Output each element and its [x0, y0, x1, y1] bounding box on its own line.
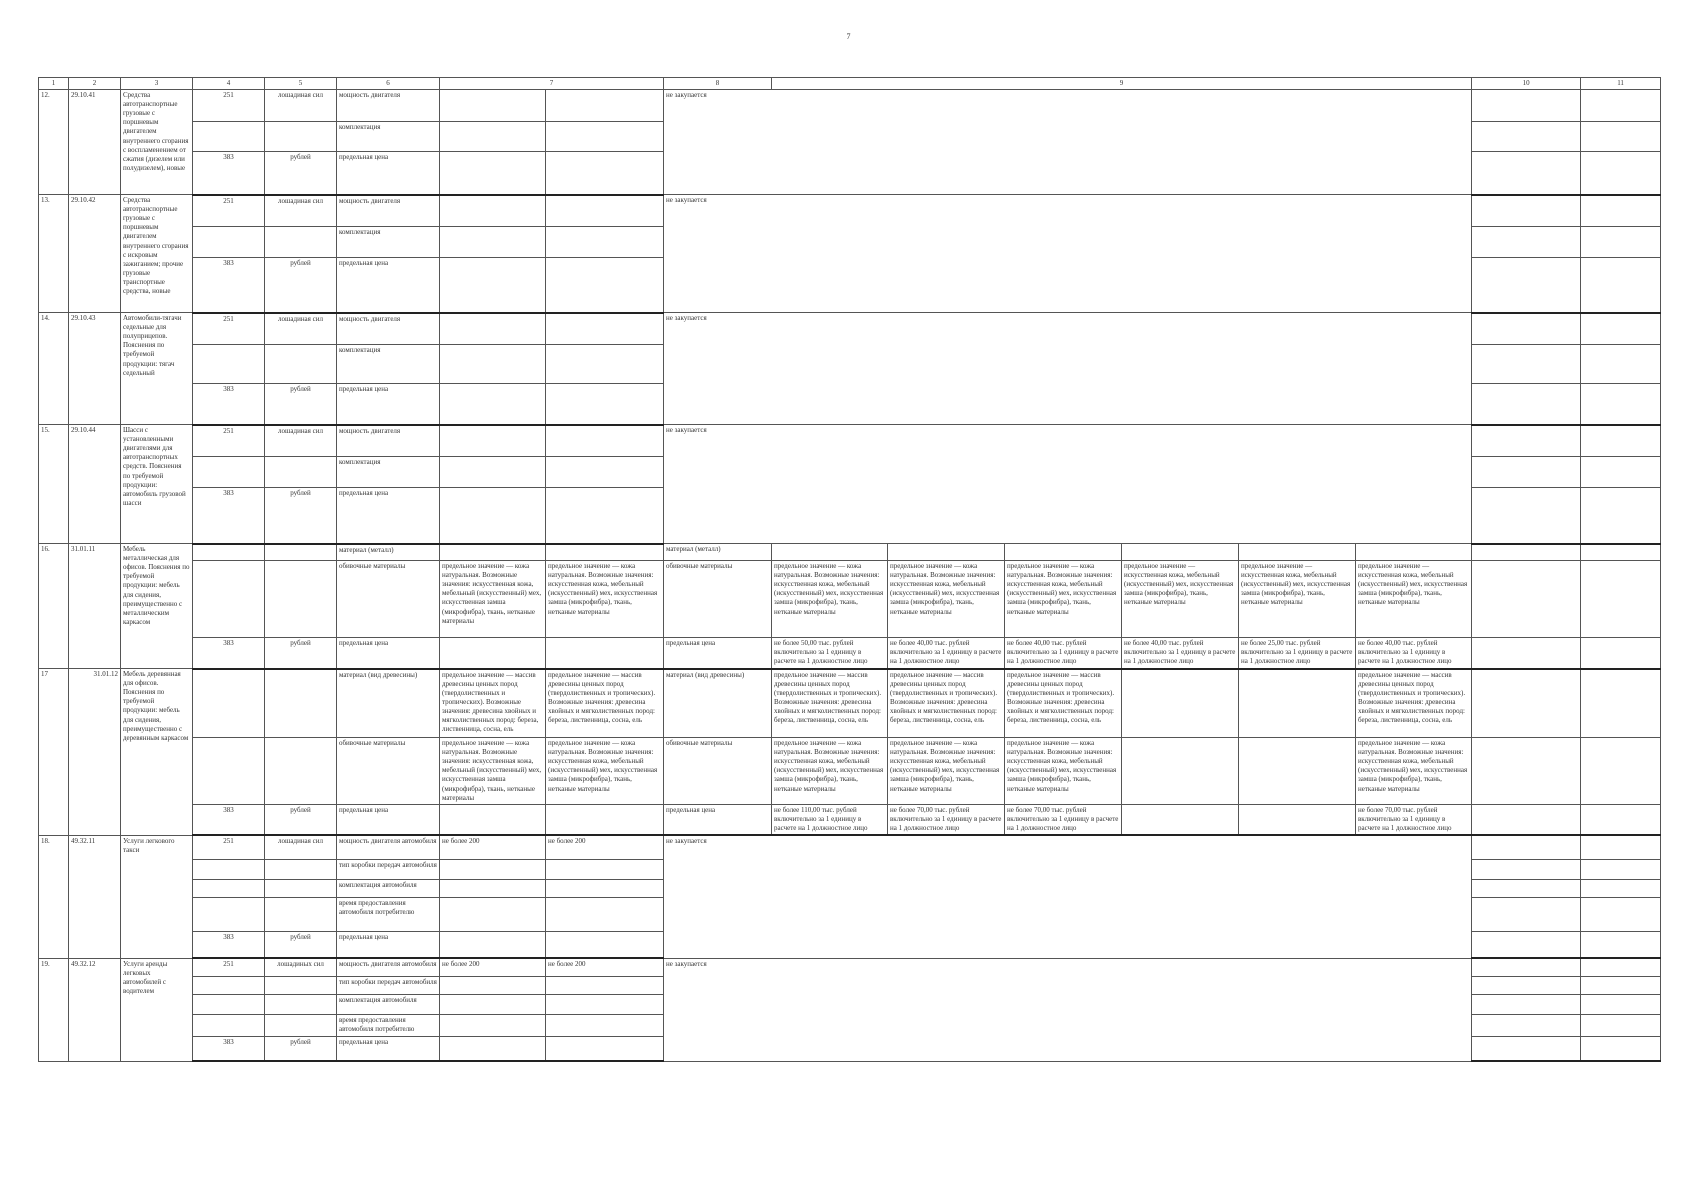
item-code: 49.32.12 [69, 958, 121, 1061]
col-header: 1 [39, 78, 69, 90]
col-header: 3 [121, 78, 193, 90]
price-limit: не более 40,00 тыс. рублей включительно за 1 единицу в расчете на 1 должностное лицо [1122, 638, 1239, 669]
wood-value: предельное значение — массив древесины ценных пород (твердолиственных и тропических). Возможные значения: древесина хвойных и мягколиственных пород: береза, лиственница, сосна, ель [440, 669, 546, 738]
characteristic: комплектация [337, 227, 440, 258]
item-code: 31.01.11 [69, 544, 121, 669]
item-name: Мебель металлическая для офисов. Пояснения по требуемой продукции: мебель для сидения, преимущественно с металлическим каркасом [121, 544, 193, 669]
table-row [39, 958, 1661, 976]
unit: рублей [265, 804, 337, 835]
price-limit: не более 40,00 тыс. рублей включительно за 1 единицу в расчете на 1 должностное лицо [1356, 638, 1472, 669]
characteristic: предельная цена [664, 804, 772, 835]
item-name: Шасси с установленными двигателями для автотранспортных средств. Пояснения по требуемой продукции: автомобиль грузовой шасси [121, 425, 193, 544]
price-limit: не более 40,00 тыс. рублей включительно за 1 единицу в расчете на 1 должностное лицо [888, 638, 1005, 669]
upholstery-value: предельное значение — кожа натуральная. Возможные значения: искусственная кожа, мебельный (искусственный) мех, искусственная замша (микрофибра), ткань, нетканые материалы [546, 738, 664, 805]
characteristic: предельная цена [337, 258, 440, 313]
wood-value: предельное значение — массив древесины ценных пород (твердолиственных и тропических). Возможные значения: древесина хвойных и мягколиственных пород: береза, лиственница, сосна, ель [888, 669, 1005, 738]
page-number: 7 [846, 32, 851, 41]
okei-code: 251 [193, 90, 265, 122]
upholstery-value: предельное значение — кожа натуральная. Возможные значения: искусственная кожа, мебельный (искусственный) мех, искусственная замша (микрофибра), ткань, нетканые материалы [888, 738, 1005, 805]
characteristic: время предоставления автомобиля потребителю [337, 897, 440, 931]
characteristic: материал (вид древесины) [337, 669, 440, 738]
okei-code: 251 [193, 835, 265, 859]
upholstery-value: предельное значение — кожа натуральная. Возможные значения: искусственная кожа, мебельный (искусственный) мех, искусственная замша (микрофибра), ткань, нетканые материалы [772, 738, 888, 805]
okei-code: 251 [193, 425, 265, 457]
okei-code: 251 [193, 195, 265, 227]
item-name: Автомобили-тягачи седельные для полуприцепов. Пояснения по требуемой продукции: тягач седельный [121, 313, 193, 425]
table-row [39, 638, 1661, 669]
item-name: Средства автотранспортные грузовые с поршневым двигателем внутреннего сгорания с искровым зажиганием; прочие грузовые транспортные средства, новые [121, 195, 193, 313]
table-row [39, 313, 1661, 345]
characteristic: материал (металл) [337, 544, 440, 561]
wood-value: предельное значение — массив древесины ценных пород (твердолиственных и тропических). Возможные значения: древесина хвойных и мягколиственных пород: береза, лиственница, сосна, ель [1005, 669, 1122, 738]
col-header: 5 [265, 78, 337, 90]
item-code: 29.10.41 [69, 90, 121, 195]
upholstery-value: предельное значение — искусственная кожа, мебельный (искусственный) мех, искусственная замша (микрофибра), ткань, нетканые материалы [1356, 561, 1472, 638]
wood-value: предельное значение — массив древесины ценных пород (твердолиственных и тропических). Возможные значения: древесина хвойных и мягколиственных пород: береза, лиственница, сосна, ель [1356, 669, 1472, 738]
col-header: 9 [772, 78, 1472, 90]
value: не более 200 [440, 835, 546, 859]
col-header: 6 [337, 78, 440, 90]
unit: лошадиная сил [265, 90, 337, 122]
characteristic: материал (вид древесины) [664, 669, 772, 738]
item-number: 16. [39, 544, 69, 669]
unit: рублей [265, 488, 337, 544]
item-number: 13. [39, 195, 69, 313]
unit: лошадиная сил [265, 835, 337, 859]
okei-code: 383 [193, 488, 265, 544]
table-row [39, 544, 1661, 561]
price-limit: не более 70,00 тыс. рублей включительно за 1 единицу в расчете на 1 должностное лицо [888, 804, 1005, 835]
products-table [38, 77, 1661, 1062]
okei-code: 383 [193, 638, 265, 669]
okei-code: 383 [193, 258, 265, 313]
upholstery-value: предельное значение — кожа натуральная. Возможные значения: искусственная кожа, мебельный (искусственный) мех, искусственная замша (микрофибра), ткань, нетканые материалы [440, 738, 546, 805]
upholstery-value: предельное значение — кожа натуральная. Возможные значения: искусственная кожа, мебельный (искусственный) мех, искусственная замша (микрофибра), ткань, нетканые материалы [1005, 738, 1122, 805]
table-row [39, 561, 1661, 638]
item-number: 18. [39, 835, 69, 958]
note: не закупается [664, 958, 1472, 1061]
unit: рублей [265, 258, 337, 313]
characteristic: комплектация автомобиля [337, 994, 440, 1014]
upholstery-value: предельное значение — кожа натуральная. Возможные значения: искусственная кожа, мебельный (искусственный) мех, искусственная замша (микрофибра), ткань, нетканые материалы [888, 561, 1005, 638]
item-name: Мебель деревянная для офисов. Пояснения по требуемой продукции: мебель для сидения, преимущественно с деревянным каркасом [121, 669, 193, 836]
unit: рублей [265, 931, 337, 958]
okei-code: 383 [193, 152, 265, 195]
unit: рублей [265, 152, 337, 195]
characteristic: мощность двигателя [337, 195, 440, 227]
table-row [39, 738, 1661, 805]
characteristic: предельная цена [337, 1036, 440, 1061]
unit: лошадиная сил [265, 425, 337, 457]
characteristic: материал (металл) [664, 544, 772, 561]
item-code: 29.10.44 [69, 425, 121, 544]
okei-code: 383 [193, 1036, 265, 1061]
characteristic: предельная цена [337, 804, 440, 835]
unit: лошадиная сил [265, 313, 337, 345]
price-limit: не более 70,00 тыс. рублей включительно за 1 единицу в расчете на 1 должностное лицо [1005, 804, 1122, 835]
item-number: 14. [39, 313, 69, 425]
characteristic: мощность двигателя автомобиля [337, 958, 440, 976]
item-code: 29.10.43 [69, 313, 121, 425]
okei-code: 251 [193, 958, 265, 976]
unit: рублей [265, 1036, 337, 1061]
characteristic: обивочные материалы [664, 561, 772, 638]
wood-value: предельное значение — массив древесины ценных пород (твердолиственных и тропических). Возможные значения: древесина хвойных и мягколиственных пород: береза, лиственница, сосна, ель [772, 669, 888, 738]
okei-code: 383 [193, 384, 265, 425]
characteristic: предельная цена [337, 638, 440, 669]
item-code: 29.10.42 [69, 195, 121, 313]
price-limit: не более 25,00 тыс. рублей включительно за 1 единицу в расчете на 1 должностное лицо [1239, 638, 1356, 669]
item-number: 17 [39, 669, 69, 836]
item-number: 15. [39, 425, 69, 544]
upholstery-value: предельное значение — кожа натуральная. Возможные значения: искусственная кожа, мебельный (искусственный) мех, искусственная замша (микрофибра), ткань, нетканые материалы [1356, 738, 1472, 805]
upholstery-value: предельное значение — кожа натуральная. Возможные значения: искусственная кожа, мебельный (искусственный) мех, искусственная замша (микрофибра), ткань, нетканые материалы [772, 561, 888, 638]
characteristic: комплектация [337, 122, 440, 152]
column-header-row [39, 78, 1661, 90]
item-number: 12. [39, 90, 69, 195]
upholstery-value: предельное значение — искусственная кожа, мебельный (искусственный) мех, искусственная замша (микрофибра), ткань, нетканые материалы [1239, 561, 1356, 638]
item-code: 49.32.11 [69, 835, 121, 958]
characteristic: предельная цена [337, 152, 440, 195]
table-row [39, 90, 1661, 122]
characteristic: тип коробки передач автомобиля [337, 859, 440, 879]
value: не более 200 [546, 958, 664, 976]
upholstery-value: предельное значение — искусственная кожа, мебельный (искусственный) мех, искусственная замша (микрофибра), ткань, нетканые материалы [1122, 561, 1239, 638]
note: не закупается [664, 90, 1472, 195]
okei-code: 383 [193, 804, 265, 835]
item-name: Средства автотранспортные грузовые с поршневым двигателем внутреннего сгорания с воспламенением от сжатия (дизелем или полудизелем), новые [121, 90, 193, 195]
upholstery-value: предельное значение — кожа натуральная. Возможные значения: искусственная кожа, мебельный (искусственный) мех, искусственная замша (микрофибра), ткань, нетканые материалы [1005, 561, 1122, 638]
upholstery-value: предельное значение — кожа натуральная. Возможные значения: искусственная кожа, мебельный (искусственный) мех, искусственная замша (микрофибра), ткань, нетканые материалы [440, 561, 546, 638]
price-limit: не более 40,00 тыс. рублей включительно за 1 единицу в расчете на 1 должностное лицо [1005, 638, 1122, 669]
unit: лошадиная сил [265, 195, 337, 227]
characteristic: комплектация [337, 345, 440, 384]
table-row [39, 835, 1661, 859]
okei-code: 383 [193, 931, 265, 958]
note: не закупается [664, 835, 1472, 958]
characteristic: обивочные материалы [664, 738, 772, 805]
price-limit: не более 50,00 тыс. рублей включительно за 1 единицу в расчете на 1 должностное лицо [772, 638, 888, 669]
col-header: 11 [1581, 78, 1661, 90]
table-row [39, 195, 1661, 227]
note: не закупается [664, 195, 1472, 313]
characteristic: мощность двигателя автомобиля [337, 835, 440, 859]
unit: рублей [265, 638, 337, 669]
value: не более 200 [546, 835, 664, 859]
price-limit: не более 110,00 тыс. рублей включительно за 1 единицу в расчете на 1 должностное лицо [772, 804, 888, 835]
characteristic: обивочные материалы [337, 561, 440, 638]
characteristic: тип коробки передач автомобиля [337, 976, 440, 994]
wood-value: предельное значение — массив древесины ценных пород (твердолиственных и тропических). Возможные значения: древесина хвойных и мягколиственных пород: береза, лиственница, сосна, ель [546, 669, 664, 738]
price-limit: не более 70,00 тыс. рублей включительно за 1 единицу в расчете на 1 должностное лицо [1356, 804, 1472, 835]
characteristic: время предоставления автомобиля потребителю [337, 1014, 440, 1036]
note: не закупается [664, 313, 1472, 425]
okei-code: 251 [193, 313, 265, 345]
characteristic: предельная цена [337, 488, 440, 544]
value: не более 200 [440, 958, 546, 976]
characteristic: обивочные материалы [337, 738, 440, 805]
col-header: 10 [1472, 78, 1581, 90]
item-name: Услуги аренды легковых автомобилей с водителем [121, 958, 193, 1061]
characteristic: предельная цена [337, 931, 440, 958]
table-row [39, 425, 1661, 457]
characteristic: мощность двигателя [337, 313, 440, 345]
upholstery-value: предельное значение — кожа натуральная. Возможные значения: искусственная кожа, мебельный (искусственный) мех, искусственная замша (микрофибра), ткань, нетканые материалы [546, 561, 664, 638]
table-row [39, 804, 1661, 835]
characteristic: мощность двигателя [337, 425, 440, 457]
characteristic: предельная цена [337, 384, 440, 425]
col-header: 4 [193, 78, 265, 90]
note: не закупается [664, 425, 1472, 544]
item-code: 31.01.12 [69, 669, 121, 836]
characteristic: мощность двигателя [337, 90, 440, 122]
table-row [39, 669, 1661, 738]
item-name: Услуги легкового такси [121, 835, 193, 958]
col-header: 8 [664, 78, 772, 90]
characteristic: комплектация автомобиля [337, 879, 440, 897]
characteristic: комплектация [337, 457, 440, 488]
item-number: 19. [39, 958, 69, 1061]
col-header: 2 [69, 78, 121, 90]
col-header: 7 [440, 78, 664, 90]
unit: рублей [265, 384, 337, 425]
characteristic: предельная цена [664, 638, 772, 669]
unit: лошадиных сил [265, 958, 337, 976]
